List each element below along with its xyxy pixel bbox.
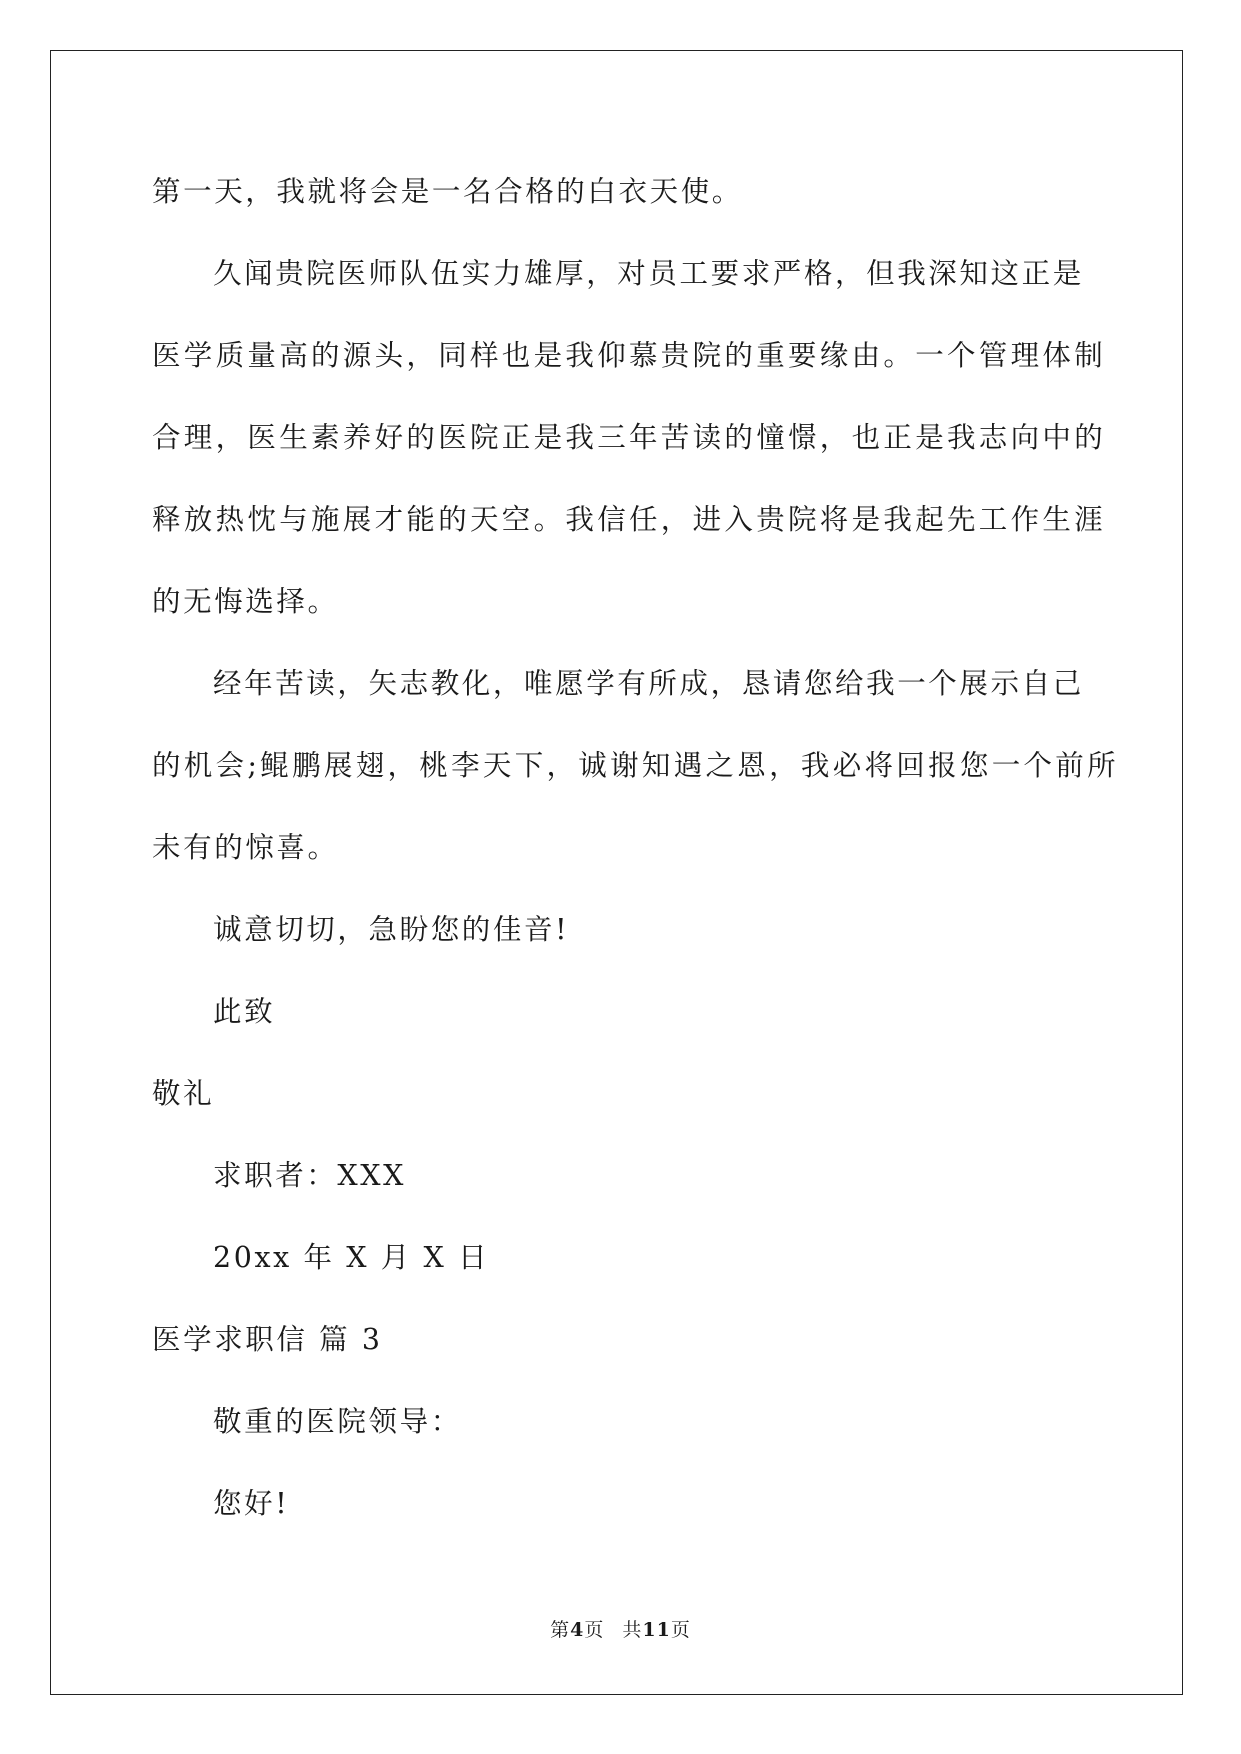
text-line: 未有的惊喜。 [152,831,339,864]
text-line: 合理，医生素养好的医院正是我三年苦读的憧憬，也正是我志向中的 [152,421,1107,454]
salutation-line: 敬重的医院领导： [213,1405,462,1438]
page-border [50,50,1183,1695]
text-line: 敬礼 [152,1077,215,1110]
page-footer [0,1618,1241,1642]
signature-line: 求职者：XXX [213,1159,407,1192]
text-line: 的机会;鲲鹏展翅，桃李天下，诚谢知遇之恩，我必将回报您一个前所 [152,749,1119,782]
footer-total-prefix: 共 [622,1619,643,1641]
text-line: 久闻贵院医师队伍实力雄厚，对员工要求严格，但我深知这正是 [213,257,1084,290]
greeting-line: 您好! [213,1487,290,1520]
text-line: 第一天，我就将会是一名合格的白衣天使。 [152,175,743,208]
footer-page-suffix: 页 [584,1619,605,1641]
text-line: 经年苦读，矢志教化，唯愿学有所成，恳请您给我一个展示自己 [213,667,1084,700]
text-line: 此致 [213,995,276,1028]
total-pages: 11 [642,1619,671,1641]
text-line: 医学质量高的源头，同样也是我仰慕贵院的重要缘由。一个管理体制 [152,339,1107,372]
section-title: 医学求职信 篇 3 [152,1323,383,1356]
date-line: 20xx 年 X 月 X 日 [213,1241,490,1274]
text-line: 的无悔选择。 [152,585,339,618]
text-line: 释放热忱与施展才能的天空。我信任，进入贵院将是我起先工作生涯 [152,503,1107,536]
text-line: 诚意切切，急盼您的佳音! [213,913,570,946]
footer-total-suffix: 页 [670,1619,691,1641]
footer-prefix: 第 [550,1619,571,1641]
page-number: 4 [570,1619,585,1641]
